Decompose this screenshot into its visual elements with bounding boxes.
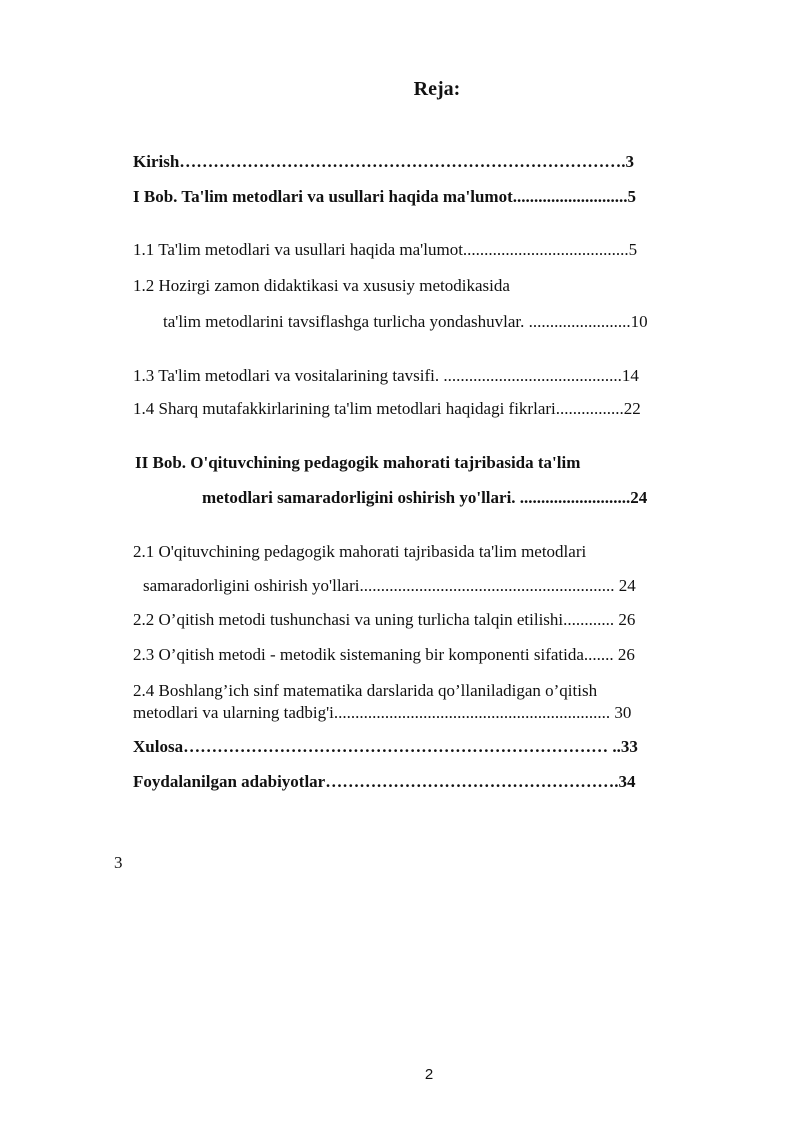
toc-entry-2-2: 2.2 O’qitish metodi tushunchasi va uning turlicha talqin etilishi............ 26 (133, 610, 636, 629)
page-title: Reja: (413, 78, 461, 100)
toc-entry-kirish: Kirish…………………………………………………………………….3 (133, 152, 635, 171)
toc-entry-2-3: 2.3 O’qitish metodi - metodik sistemaning bir komponenti sifatida....... 26 (133, 645, 635, 664)
toc-entry-1-2-line-1: 1.2 Hozirgi zamon didaktikasi va xususiy metodikasida (133, 276, 510, 295)
toc-entry-2-1-line-2: samaradorligini oshirish yo'llari............................................................ 24 (143, 576, 636, 595)
toc-entry-1-1: 1.1 Ta'lim metodlari va usullari haqida ma'lumot.......................................5 (133, 240, 638, 259)
toc-entry-2-4-line-1: 2.4 Boshlang’ich sinf matematika darslarida qo’llaniladigan o’qitish (133, 681, 598, 700)
toc-entry-2-1-line-1: 2.1 O'qituvchining pedagogik mahorati tajribasida ta'lim metodlari (133, 542, 587, 561)
toc-entry-foydalanilgan-adabiyotlar: Foydalanilgan adabiyotlar…………………………………………….34 (133, 772, 636, 791)
toc-entry-chapter-2-line-2: metodlari samaradorligini oshirish yo'llari. ..........................24 (202, 488, 648, 507)
toc-entry-1-2-line-2: ta'lim metodlarini tavsiflashga turlicha yondashuvlar. ........................10 (163, 312, 648, 331)
toc-entry-1-3: 1.3 Ta'lim metodlari va vositalarining tavsifi. ..........................................14 (133, 366, 639, 385)
toc-entry-2-4-line-2: metodlari va ularning tadbig'i................................................................. 30 (133, 703, 632, 722)
toc-entry-xulosa: Xulosa………………………………………………………………… ..33 (133, 737, 638, 756)
toc-entry-1-4: 1.4 Sharq mutafakkirlarining ta'lim metodlari haqidagi fikrlari................22 (133, 399, 641, 418)
toc-entry-chapter-2-line-1: II Bob. O'qituvchining pedagogik mahorati tajribasida ta'lim (135, 453, 581, 472)
side-number-marker: 3 (114, 853, 123, 872)
toc-entry-chapter-1: I Bob. Ta'lim metodlari va usullari haqida ma'lumot...........................5 (133, 187, 636, 206)
page-number: 2 (424, 1066, 434, 1083)
